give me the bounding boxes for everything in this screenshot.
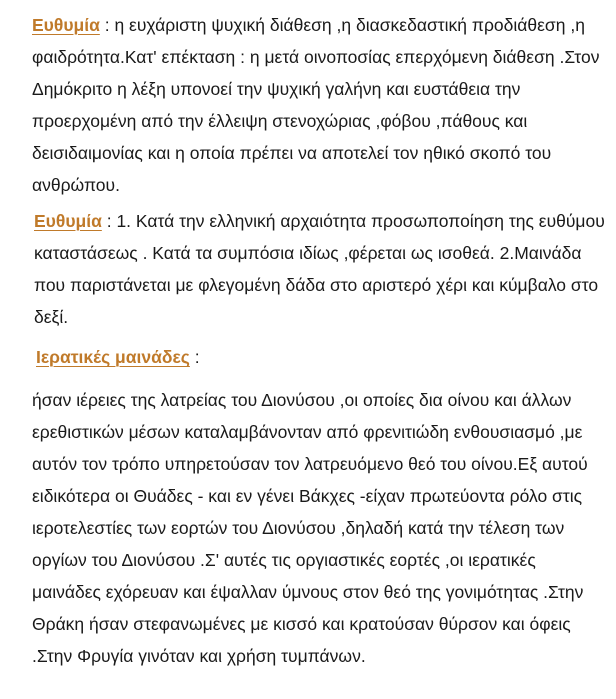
entry-term: Ιερατικές μαινάδες [36, 347, 190, 367]
entry-term: Ευθυμία [32, 15, 100, 35]
entry-definition: ήσαν ιέρειες της λατρείας του Διονύσου ,οι οποίες δια οίνου και άλλων ερεθιστικών μέσων καταλαμβάνονταν από φρενιτιώδη ενθουσιασμό ,με αυτόν τον τρόπο υπηρετούσαν τον λατρευόμενο θεό του οίνου.Εξ αυτού ειδικότερα οι Θυάδες - και εν γένει Βάκχες -είχαν πρωτεύοντα ρόλο στις ιεροτελεστίες των εορτών του Διονύσου ,δηλαδή κατά την τέλεση των οργίων του Διονύσου .Σ' αυτές τις οργιαστικές εορτές ,οι ιερατικές μαινάδες εχόρευαν και έψαλλαν ύμνους στον θεό της γονιμότητας .Στην Θράκη ήσαν στεφανωμένες με κισσό και κρατούσαν θύρσον και όφεις .Στην Φρυγία γινόταν και χρήση τυμπάνων. [32, 390, 588, 666]
glossary-entry-euthymia-2 [34, 205, 609, 333]
entry-definition: 1. Κατά την ελληνική αρχαιότητα προσωποποίηση της ευθύμου καταστάσεως . Κατά τα συμπόσια ιδίως ,φέρεται ως ισοθεά. 2.Μαινάδα που παριστάνεται με φλεγομένη δάδα στο αριστερό χέρι και κύμβαλο στο δεξί. [34, 211, 605, 327]
glossary-entry-heading-maenads [36, 341, 611, 373]
entry-term: Ευθυμία [34, 211, 102, 231]
glossary-entry-maenads-definition [32, 384, 607, 672]
entry-separator: : [189, 347, 200, 367]
entry-definition: η ευχάριστη ψυχική διάθεση ,η διασκεδαστική προδιάθεση ,η φαιδρότητα.Κατ' επέκταση : η μετά οινοποσίας επερχόμενη διάθεση .Στον Δημόκριτο η λέξη υπονοεί την ψυχική γαλήνη και ευστάθεια την προερχομένη από την έλλειψη στενοχώριας ,φόβου ,πάθους και δεισιδαιμονίας και η οποία πρέπει να αποτελεί τον ηθικό σκοπό του ανθρώπου. [32, 15, 600, 195]
glossary-entry-euthymia-1 [32, 9, 607, 201]
entry-separator: : [101, 211, 117, 231]
entry-separator: : [99, 15, 115, 35]
